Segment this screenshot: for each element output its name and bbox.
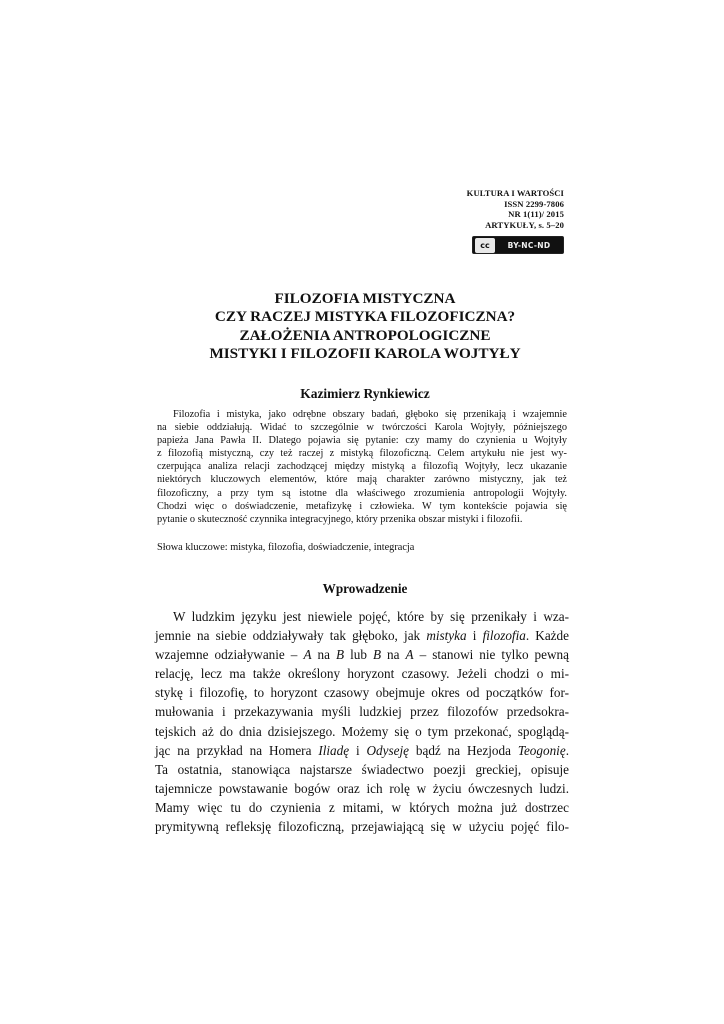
cc-license-badge[interactable]	[472, 236, 564, 254]
abstract-line: z filozofią mistyczną, czy też raczej z mistyką filozoficzną. Celem artykułu nie jest wy-	[157, 448, 567, 460]
body-line: tejskich aż do dnia dzisiejszego. Możemy się o tym przekonać, spoglądą-	[155, 723, 569, 739]
body-line: W ludzkim języku jest niewiele pojęć, które by się przenikały i wza-	[173, 609, 569, 624]
title-line: MISTYKI I FILOZOFII KAROLA WOJTYŁY	[209, 345, 521, 363]
title-line: CZY RACZEJ MISTYKA FILOZOFICZNA?	[214, 308, 516, 326]
body-line: jemnie na siebie oddziaływały tak głęboko, jak mistyka i filozofia. Każde	[155, 628, 569, 644]
body-line: stykę i filozofię, to horyzont czasowy obejmuje okres od początków for-	[155, 685, 569, 701]
body-line: Mamy więc tu do czynienia z mitami, w których można już dostrzec	[155, 799, 569, 815]
abstract-line: czerpująca analiza relacji zachodzącej między mistyką a filozofią Wojtyły, lecz ukazanie	[157, 461, 567, 473]
body-line: prymitywną refleksję filozoficzną, przejawiającą się w użyciu pojęć filo-	[155, 819, 569, 835]
article-author: Kazimierz Rynkiewicz	[300, 386, 430, 401]
license-terms: BY-NC-ND	[507, 240, 551, 250]
abstract-line: Chodzi więc o doświadczenie, metafizykę i człowieka. W tym kontekście pojawia się	[157, 500, 567, 512]
abstract-line: niektórych kluczowych elementów, które mają charakter zarówno mistyczny, jak też	[157, 474, 567, 486]
body-line: relację, lecz ma także określony horyzont czasowy. Jeżeli chodzi o mi-	[155, 666, 569, 682]
cc-logo-icon: cc	[475, 238, 495, 253]
body-line: wzajemne odziaływanie – A na B lub B na A – stanowi nie tylko pewną	[155, 647, 569, 663]
abstract-line: na siebie oddziałują. Widać to szczególnie w twórczości Karola Wojtyły, późniejszego	[157, 422, 567, 434]
title-line: FILOZOFIA MISTYCZNA	[274, 290, 456, 307]
journal-issn: ISSN 2299-7806	[504, 198, 564, 209]
abstract-line: Filozofia i mistyka, jako odrębne obszary badań, głęboko się przenikają i wzajemnie	[173, 409, 567, 420]
keywords: Słowa kluczowe: mistyka, filozofia, doświadczenie, integracja	[157, 542, 415, 553]
abstract-line: filozoficzny, a przy tym są istotne dla właściwego zrozumienia antropologii Wojtyły.	[157, 487, 567, 499]
title-line: ZAŁOŻENIA ANTROPOLOGICZNE	[239, 326, 491, 344]
body-line: Ta ostatnia, stanowiąca najstarsze świadectwo poezji greckiej, opisuje	[155, 761, 569, 777]
journal-issue: NR 1(11)/ 2015	[508, 209, 564, 220]
abstract-line: papieża Jana Pawła II. Dlatego pojawia się pytanie: czy mamy do czynienia u Wojtyły	[157, 435, 567, 447]
body-line: jąc na przykład na Homera Iliadę i Odyseję bądź na Hezjoda Teogonię.	[155, 742, 569, 758]
journal-section: ARTYKUŁY, s. 5–20	[485, 219, 564, 230]
abstract	[157, 408, 567, 526]
journal-name: KULTURA I WARTOŚCI	[466, 188, 564, 198]
article-title	[150, 290, 580, 364]
section-heading: Wprowadzenie	[322, 581, 408, 596]
abstract-line: pytanie o skuteczność czynnika integracyjnego, który przenika obszar mistyki i filozofii.	[157, 513, 523, 525]
journal-masthead	[400, 188, 564, 230]
body-text	[155, 607, 569, 836]
body-line: mułowania i przekazywania myśli ludzkiej przez filozofów przedsokra-	[155, 704, 569, 720]
body-line: tajemnicze powstawanie bogów oraz ich rolę w życiu ówczesnych ludzi.	[155, 780, 569, 796]
